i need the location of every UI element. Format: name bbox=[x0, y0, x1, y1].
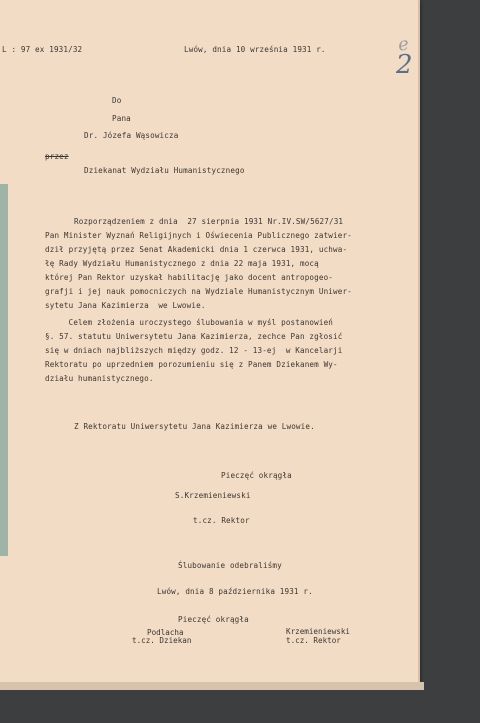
signature-seal: Pieczęć okrągła bbox=[221, 471, 292, 480]
body-line: której Pan Rektor uzyskał habilitację jako docent antropogeo- bbox=[45, 273, 334, 282]
address-to: Do bbox=[112, 96, 122, 105]
body-line: działu humanistycznego. bbox=[45, 374, 154, 383]
oath-signature-left-title: t.cz. Dziekan bbox=[132, 636, 192, 645]
signature-title: t.cz. Rektor bbox=[193, 516, 250, 525]
closing-line: Z Rektoratu Uniwersytetu Jana Kazimierza we Lwowie. bbox=[74, 422, 315, 431]
signature-name: S.Krzemieniewski bbox=[175, 491, 251, 500]
recipient-name: Dr. Józefa Wąsowicza bbox=[84, 131, 179, 140]
oath-signature-left-name: Podlacha bbox=[147, 628, 184, 637]
body-line: sytetu Jana Kazimierza we Lwowie. bbox=[45, 301, 206, 310]
body-line: Celem złożenia uroczystego ślubowania w myśl postanowień bbox=[45, 318, 334, 327]
oath-date: Lwów, dnia 8 października 1931 r. bbox=[157, 587, 313, 596]
oath-signature-right-name: Krzemieniewski bbox=[286, 627, 351, 636]
binding-tab bbox=[0, 184, 8, 556]
body-line: się w dniach najbliższych między godz. 12 - 13-ej w Kancelarji bbox=[45, 346, 343, 355]
body-line: dził przyjętą przez Senat Akademicki dnia 1 czerwca 1931, uchwa- bbox=[45, 245, 348, 254]
via-label: przez bbox=[45, 152, 69, 161]
body-line: grafji i jej nauk pomocniczych na Wydziale Humanistycznym Uniwer- bbox=[45, 287, 352, 296]
reference-number: L : 97 ex 1931/32 bbox=[2, 45, 83, 54]
via-office: Dziekanat Wydziału Humanistycznego bbox=[84, 166, 245, 175]
body-line: Rektoratu po uprzedniem porozumieniu się z Panem Dziekanem Wy- bbox=[45, 360, 338, 369]
margin-page-number: 2 bbox=[396, 50, 413, 80]
page-bottom-edge bbox=[0, 682, 424, 690]
margin-mark-faint: e bbox=[396, 33, 411, 56]
place-date: Lwów, dnia 10 września 1931 r. bbox=[184, 45, 326, 54]
oath-seal: Pieczęć okrągła bbox=[178, 615, 249, 624]
body-line: łę Rady Wydziału Humanistycznego z dnia 22 maja 1931, mocą bbox=[45, 259, 319, 268]
body-line: Pan Minister Wyznań Religijnych i Oświecenia Publicznego zatwier- bbox=[45, 231, 352, 240]
body-line: Rozporządzeniem z dnia 27 sierpnia 1931 Nr.IV.SW/5627/31 bbox=[74, 217, 344, 226]
body-line: §. 57. statutu Uniwersytetu Jana Kazimierza, zechce Pan zgłosić bbox=[45, 332, 343, 341]
address-title: Pana bbox=[112, 114, 131, 123]
oath-line: Ślubowanie odebraliśmy bbox=[178, 561, 282, 570]
oath-signature-right-title: t.cz. Rektor bbox=[286, 636, 341, 645]
